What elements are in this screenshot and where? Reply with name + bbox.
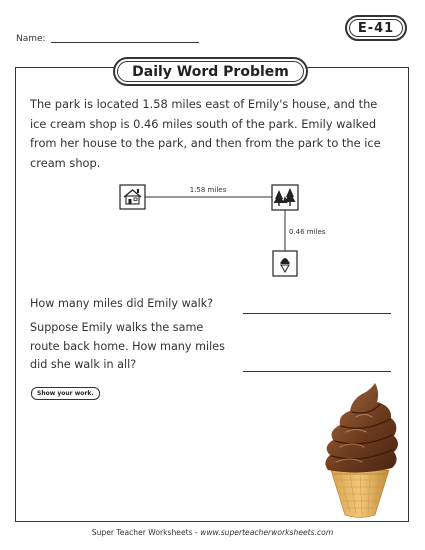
ice-cream-icon [273,251,297,276]
answer-line-2[interactable] [243,371,391,372]
worksheet-code: E-41 [349,19,403,37]
footer-prefix: Super Teacher Worksheets - [91,528,201,537]
house-icon [120,185,145,209]
east-distance-label: 1.58 miles [189,186,227,194]
question-1: How many miles did Emily walk? [30,297,214,310]
footer-url: www.superteacherworksheets.com [200,528,334,537]
trees-icon [272,185,298,210]
south-distance-label: 0.46 miles [289,228,326,236]
question-2: Suppose Emily walks the same route back home. How many miles did she walk in all? [30,321,225,371]
show-your-work-label: Show your work. [31,387,100,400]
answer-line-1[interactable] [243,313,391,314]
ice-cream-cone-image [325,383,398,518]
footer [0,528,425,537]
page-title: Daily Word Problem [117,61,304,82]
problem-text: The park is located 1.58 miles east of Emily's house, and the ice cream shop is 0.46 miles south of the park. Emily walked from her house to the park, and then from the park to the ice cream shop. [30,97,381,170]
name-label: Name: [16,34,46,44]
